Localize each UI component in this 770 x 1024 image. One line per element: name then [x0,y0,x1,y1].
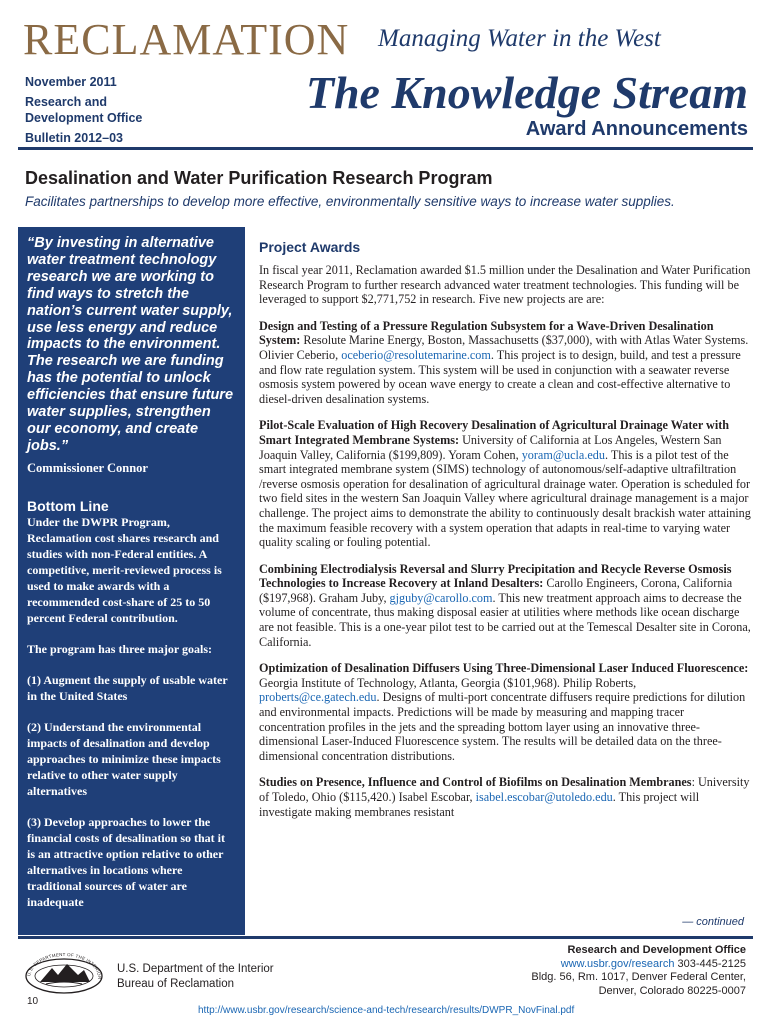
newsletter-subtitle: Award Announcements [525,118,748,140]
office-line-1: Research and [25,95,107,109]
project-2-email-link[interactable]: yoram@ucla.edu [521,447,605,462]
bulletin-meta [25,74,225,146]
quote-attribution: Commissioner Connor [27,460,148,475]
reclamation-logo: RECLAMATION [23,15,350,64]
rd-office-address-2: Denver, Colorado 80225-0007 [598,984,746,997]
interior-seal-icon [24,948,104,994]
project-3 [259,562,753,650]
bottom-divider [18,936,753,939]
project-4-text-b: . Designs of multi-port concentrate diffusers require predictions for dilution and environmental impacts. Predictions will be made by measuring and mapping tracer concentration profiles in the jets and the spreading bottom layer using an innovative three-dimensional Laser-Induced Fluorescence system. The results will be detailed data on the three-dimensional concentration distributions. [259,690,746,763]
goal-3: (3) Develop approaches to lower the financial costs of desalination so that it is an attractive option relative to other alternatives in locations where traditional sources of water are inadequate [27,814,226,909]
project-3-text-a: Carollo Engineers, Corona, California ($197,968). Graham Juby, [259,576,733,605]
project-1-title: Design and Testing of a Pressure Regulation Subsystem for a Wave-Driven Desalination System: [259,318,714,348]
document-url-link[interactable]: http://www.usbr.gov/research/science-and-tech/research/results/DWPR_NovFinal.pdf [198,1005,575,1016]
rd-office-phone: 303-445-2125 [674,957,746,970]
logo-tagline: Managing Water in the West [378,25,661,52]
goal-2: (2) Understand the environmental impacts of desalination and develop approaches to minimize these impacts relative to other water supply alternatives [27,719,221,798]
bottom-line-text: Under the DWPR Program, Reclamation cost shares research and studies with non-Federal entities. A competitive, merit-reviewed process is used to make awards with a recommended cost-share of 25 to 50 percent Federal contribution. [27,514,222,625]
masthead [0,0,770,160]
project-4-email-link[interactable]: proberts@ce.gatech.edu [259,690,377,705]
project-1-email-link[interactable]: oceberio@resolutemarine.com [341,347,491,362]
sidebar [18,227,245,935]
program-title: Desalination and Water Purification Research Program [25,168,493,188]
project-4-title: Optimization of Desalination Diffusers Using Three-Dimensional Laser Induced Fluorescence: [259,661,749,676]
project-5-title: Studies on Presence, Influence and Control of Biofilms on Desalination Membranes [259,775,692,790]
project-4 [259,661,753,763]
project-5 [259,775,753,819]
goals-intro: The program has three major goals: [27,641,212,656]
project-5-text-b: . This project will investigate making membranes resistant [259,790,700,819]
rd-office-web-phone [531,958,746,972]
project-5-email-link[interactable]: isabel.escobar@utoledo.edu [475,790,613,804]
bottom-line-heading: Bottom Line [27,497,109,514]
project-3-text-b: . This new treatment approach aims to decrease the volume of concentrate, thus making disposal easier at utilities where methods like ocean discharge are not feasible. This is a one-year pilot test to be carried out at the Temescal Desalter site in Corona, California. [259,590,751,649]
office-line-2: Development Office [25,111,143,125]
project-1-text-b: . This project is to design, build, and test a pressure and flow rate regulation system. This system will be used in conjunction with a seawater reverse osmosis system powered by ocean wave energy to create a clean and cost-effective alternative to diesel-driven desalination systems. [259,347,741,406]
project-2-text-a: University of California at Los Angeles, Western San Joaquin Valley, California ($199,809). Yoram Cohen, [259,432,722,462]
project-3-email-link[interactable]: gjguby@carollo.com [389,590,493,605]
project-3-title: Combining Electrodialysis Reversal and Slurry Precipitation and Recycle Reverse Osmosis Technologies to Increase Recovery at Inland Desalters: [259,561,732,591]
bulletin-number: Bulletin 2012–03 [25,131,123,145]
project-4-text-a: Georgia Institute of Technology, Atlanta, Georgia ($101,968). Philip Roberts, [259,675,637,690]
project-5-text-a: : University of Toledo, Ohio ($115,420.) Isabel Escobar, [259,775,750,804]
project-awards-heading: Project Awards [259,239,361,255]
department-block [117,962,274,992]
project-1 [259,319,753,407]
project-2 [259,418,753,549]
rd-office-address-1: Bldg. 56, Rm. 1017, Denver Federal Center, [531,971,746,983]
department-line: U.S. Department of the Interior [117,963,274,975]
svg-text:U.S. DEPARTMENT OF THE INTERIO: U.S. DEPARTMENT OF THE INTERIOR [26,951,103,980]
newsletter-title: The Knowledge Stream [305,67,748,118]
rd-office-title: Research and Development Office [567,944,746,956]
rd-office-contact [531,944,746,998]
commissioner-quote: “By investing in alternative water treatment technology research we are working to find ways to stretch the nation’s current water supply, use less energy and reduce impacts to the environment. The research we are funding has the potential to unlock efficiencies that ensure future water supplies, strengthen our economy, and create jobs.” [27,235,234,454]
project-2-text-b: . This is a pilot test of the smart integrated membrane system (SIMS) technology of autonomous/self-adaptive ultrafiltration /reverse osmosis operation for desalination of agricultural drainage water. Operation is scheduled for two field sites in the western San Joaquin Valley where agricultural drainage management is a major challenge. The project aims to demonstrate the ability to continuously desalt brackish water attaining the maximum feasible recovery with a system operation that adapts in real-time to varying water quality scaling or fouling potential. [259,447,751,550]
intro-paragraph: In fiscal year 2011, Reclamation awarded $1.5 million under the Desalination and Water Purification Research Program to further research advanced water treatment technologies. This funding will be leveraged to support $2,771,752 in research. Five new projects are are: [259,263,751,307]
project-2-title: Pilot-Scale Evaluation of High Recovery Desalination of Agricultural Drainage Water with Smart Integrated Membrane Systems: [259,418,730,447]
page-number: 10 [27,996,39,1007]
bulletin-date: November 2011 [25,75,117,89]
program-subtitle: Facilitates partnerships to develop more effective, environmentally sensitive ways to increase water supplies. [25,194,675,209]
rd-office-url-link[interactable]: www.usbr.gov/research [560,957,675,970]
continued-marker: — continued [682,916,744,928]
bureau-line: Bureau of Reclamation [117,978,234,990]
main-column [259,238,753,819]
project-1-text-a: Resolute Marine Energy, Boston, Massachusetts ($37,000), with with Atlas Water Systems. Olivier Ceberio, [259,333,749,362]
top-divider [18,147,753,150]
goal-1: (1) Augment the supply of usable water in the United States [27,672,228,703]
